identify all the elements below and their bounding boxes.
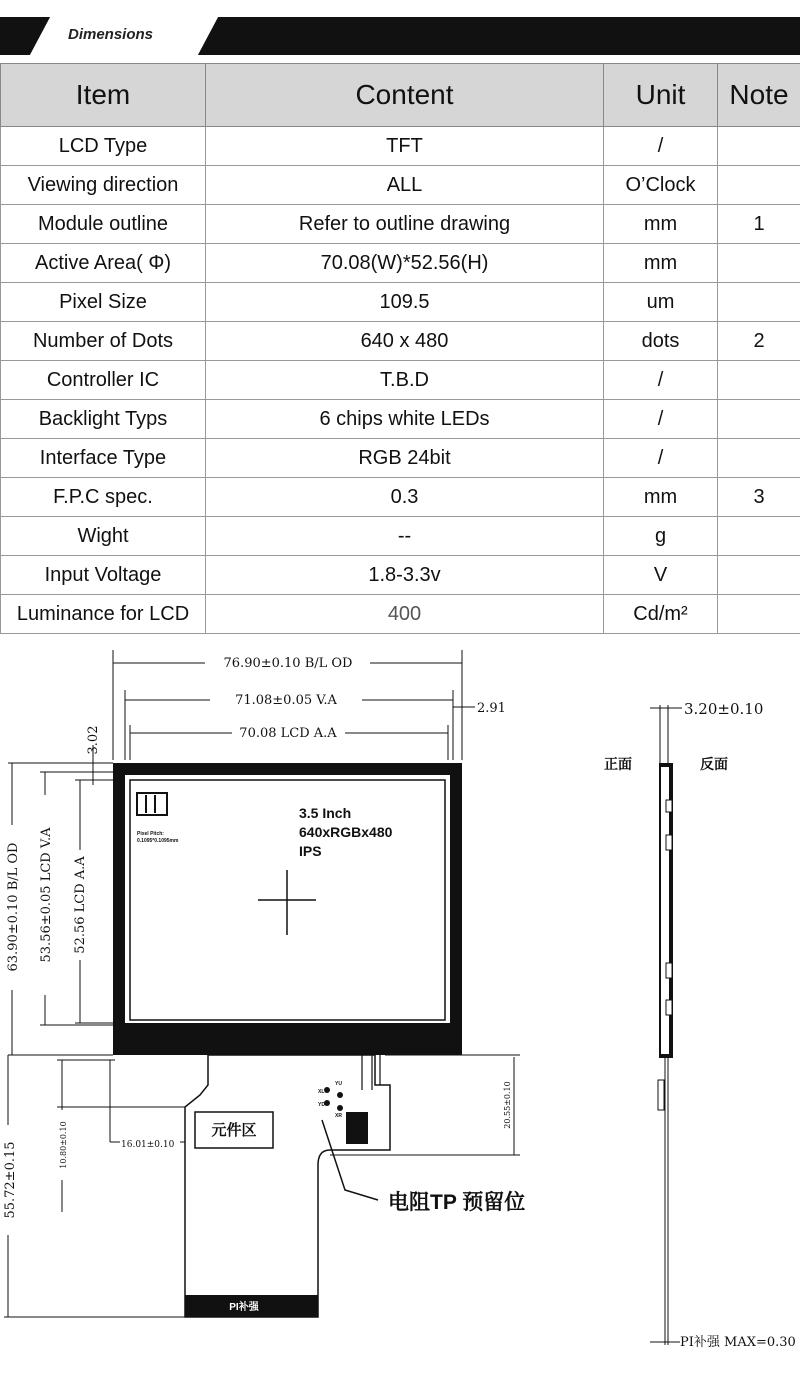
cell-note <box>718 127 800 166</box>
table-row <box>1 244 800 283</box>
table-row <box>1 400 800 439</box>
cell-note: 2 <box>718 322 800 361</box>
dim-bl-od-width: 76.90±0.10 B/L OD <box>223 656 353 671</box>
cell-note <box>718 361 800 400</box>
tp-reserved-label: 电阻TP 预留位 <box>388 1191 526 1214</box>
pad-label-yu: YU <box>335 1081 342 1087</box>
cell-item: Controller IC <box>1 361 206 400</box>
cell-content: TFT <box>206 127 604 166</box>
cell-item: F.P.C spec. <box>1 478 206 517</box>
screen-text-size: 3.5 Inch <box>299 805 352 821</box>
cell-unit: g <box>604 517 718 556</box>
section-banner <box>0 17 800 55</box>
section-title: Dimensions <box>68 26 154 43</box>
cell-note <box>718 166 800 205</box>
cell-unit: V <box>604 556 718 595</box>
cell-content: 6 chips white LEDs <box>206 400 604 439</box>
cell-unit: mm <box>604 244 718 283</box>
screen-text-resolution: 640xRGBx480 <box>299 824 393 840</box>
cell-note: 1 <box>718 205 800 244</box>
cell-content: 640 x 480 <box>206 322 604 361</box>
dim-top-gap: 3.02 <box>86 725 101 755</box>
tp-connector <box>346 1112 368 1144</box>
dim-fpc-10-80: 10.80±0.10 <box>59 1121 68 1169</box>
pad-label-xr: XR <box>335 1113 342 1119</box>
cell-item: Input Voltage <box>1 556 206 595</box>
cell-unit: um <box>604 283 718 322</box>
header-note: Note <box>718 64 800 127</box>
dim-va-height: 53.56±0.05 LCD V.A <box>39 827 54 963</box>
outline-drawing <box>0 645 800 1374</box>
cell-note <box>718 439 800 478</box>
fpc-outline <box>185 1055 390 1317</box>
table-row <box>1 556 800 595</box>
table-row <box>1 517 800 556</box>
cell-unit: / <box>604 439 718 478</box>
header-item: Item <box>1 64 206 127</box>
cell-unit: / <box>604 361 718 400</box>
cell-note <box>718 244 800 283</box>
cell-unit: O’Clock <box>604 166 718 205</box>
cell-item: Luminance for LCD <box>1 595 206 634</box>
header-content: Content <box>206 64 604 127</box>
table-body <box>1 127 800 634</box>
table-header-row <box>1 64 800 127</box>
cell-note <box>718 595 800 634</box>
cell-content: T.B.D <box>206 361 604 400</box>
cell-unit: mm <box>604 478 718 517</box>
side-thickness: 3.20±0.10 <box>684 700 764 718</box>
cell-item: Backlight Typs <box>1 400 206 439</box>
table-row <box>1 595 800 634</box>
dim-right-gap: 2.91 <box>477 701 506 716</box>
cell-item: Active Area( Φ) <box>1 244 206 283</box>
table-row <box>1 205 800 244</box>
dim-aa-height: 52.56 LCD A.A <box>73 856 88 954</box>
cell-item: Wight <box>1 517 206 556</box>
table-row <box>1 478 800 517</box>
pixel-pitch-label: Pixel Pitch: <box>137 831 164 837</box>
cell-note <box>718 400 800 439</box>
back-label: 反面 <box>700 756 728 772</box>
cell-content: 1.8-3.3v <box>206 556 604 595</box>
table-row <box>1 127 800 166</box>
cell-item: Interface Type <box>1 439 206 478</box>
cell-unit: dots <box>604 322 718 361</box>
table-row <box>1 283 800 322</box>
cell-unit: / <box>604 400 718 439</box>
cell-content: 70.08(W)*52.56(H) <box>206 244 604 283</box>
cell-content: Refer to outline drawing <box>206 205 604 244</box>
cell-item: Number of Dots <box>1 322 206 361</box>
cell-content: 0.3 <box>206 478 604 517</box>
table-row <box>1 166 800 205</box>
pi-max-label: PI补强 MAX=0.30 <box>680 1335 796 1350</box>
cell-content: 109.5 <box>206 283 604 322</box>
cell-content: 400 <box>206 595 604 634</box>
dim-fpc-20-55: 20.55±0.10 <box>503 1081 512 1129</box>
cell-item: Pixel Size <box>1 283 206 322</box>
cell-content: -- <box>206 517 604 556</box>
table-row <box>1 361 800 400</box>
header-unit: Unit <box>604 64 718 127</box>
cell-note: 3 <box>718 478 800 517</box>
dim-va-width: 71.08±0.05 V.A <box>235 693 337 708</box>
cell-item: Module outline <box>1 205 206 244</box>
cell-note <box>718 556 800 595</box>
table-row <box>1 439 800 478</box>
pad-label-yd: YD <box>318 1102 325 1108</box>
cell-note <box>718 517 800 556</box>
cell-note <box>718 283 800 322</box>
dim-aa-width: 70.08 LCD A.A <box>239 726 337 741</box>
pad-label-xl: XL <box>318 1089 325 1095</box>
barcode-mark <box>137 793 167 815</box>
dim-fpc-offset-left: 16.01±0.10 <box>121 1140 175 1150</box>
cell-unit: / <box>604 127 718 166</box>
screen-text-type: IPS <box>299 843 322 859</box>
cell-item: LCD Type <box>1 127 206 166</box>
spec-table <box>0 63 800 634</box>
cell-item: Viewing direction <box>1 166 206 205</box>
pixel-pitch-value: 0.1095*0.1095mm <box>137 838 179 844</box>
pi-stiffener-label: PI补强 <box>229 1302 259 1313</box>
cell-unit: mm <box>604 205 718 244</box>
cell-unit: Cd/m² <box>604 595 718 634</box>
table-row <box>1 322 800 361</box>
cell-content: RGB 24bit <box>206 439 604 478</box>
cell-content: ALL <box>206 166 604 205</box>
front-label: 正面 <box>604 756 632 772</box>
component-area-label: 元件区 <box>211 1122 257 1139</box>
dim-bl-od-height: 63.90±0.10 B/L OD <box>6 842 21 972</box>
dim-fpc-length: 55.72±0.15 <box>3 1141 18 1219</box>
